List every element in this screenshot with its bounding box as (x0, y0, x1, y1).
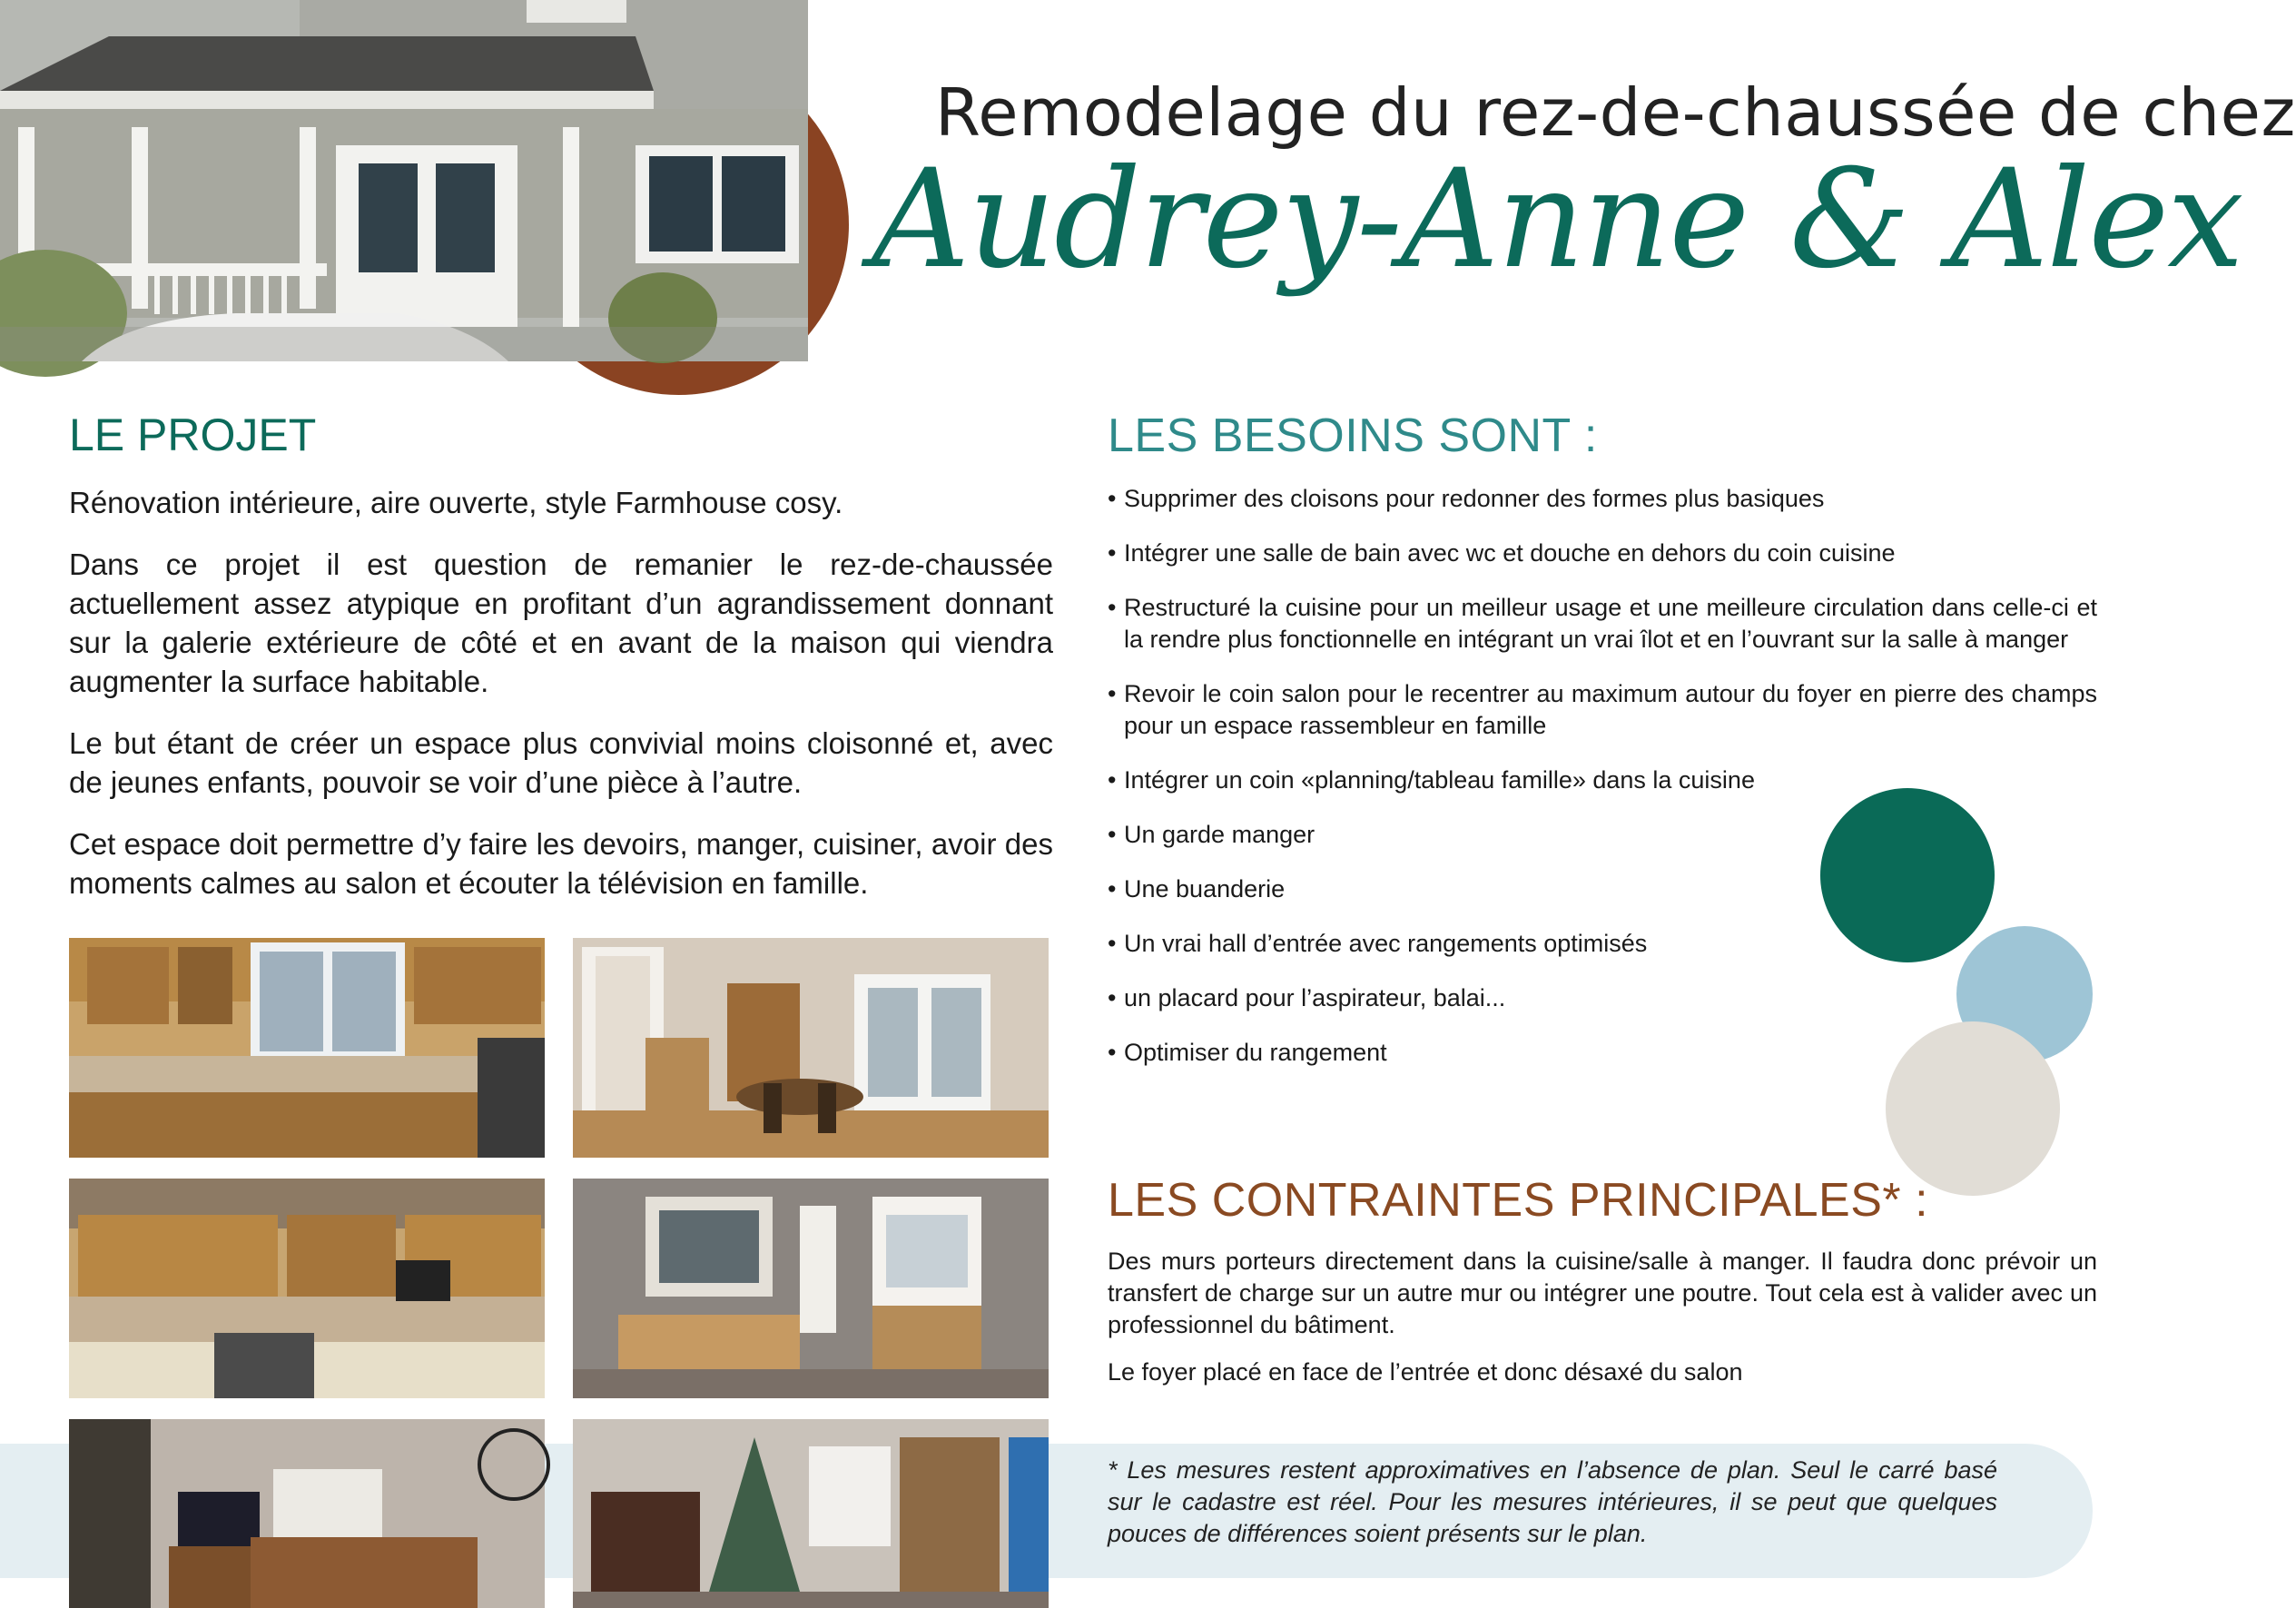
living-area-photo (573, 1179, 1049, 1398)
contraintes-paragraph-1: Des murs porteurs directement dans la cuisine/salle à manger. Il faudra donc prévoir un transfert de charge sur un autre mur ou intégrer une poutre. Tout cela est à valider avec un professionnel du bâtiment. (1108, 1248, 2097, 1338)
kitchen-photo-1 (69, 938, 545, 1158)
besoin-item: • Restructuré la cuisine pour un meilleur usage et une meilleure circulation dans celle-ci et la rendre plus fonctionnelle en intégrant un vrai îlot et en l’ouvrant sur la salle à manger (1108, 592, 2097, 656)
contraintes-paragraph-2: Le foyer placé en face de l’entrée et donc désaxé du salon (1108, 1358, 1743, 1386)
projet-paragraph-1: Rénovation intérieure, aire ouverte, style Farmhouse cosy. (69, 486, 843, 519)
kitchen-photo-2 (69, 1179, 545, 1398)
besoin-item: • un placard pour l’aspirateur, balai... (1108, 982, 2097, 1014)
dining-room-photo (573, 938, 1049, 1158)
contraintes-heading: LES CONTRAINTES PRINCIPALES* : (1108, 1174, 1929, 1227)
footnote-text: * Les mesures restent approximatives en l’absence de plan. Seul le carré basé sur le cadastre est réel. Pour les mesures intérieures, il se peut que quelques pouces de différences soient présents sur le plan. (1108, 1456, 1997, 1547)
projet-paragraph-2: Dans ce projet il est question de remanier le rez-de-chaussée actuellement assez atypique en profitant d’un agrandissement donnant sur la galerie extérieure de côté et en avant de la maison qui viendra augmenter la surface habitable. (69, 548, 1053, 698)
house-exterior-photo (0, 0, 808, 361)
projet-heading: LE PROJET (69, 409, 317, 460)
title-line-1: Remodelage du rez-de-chaussée de chez (935, 74, 2296, 151)
beige-circle-decoration (1886, 1021, 2060, 1196)
besoins-heading: LES BESOINS SONT : (1108, 409, 1598, 462)
besoin-item: • Supprimer des cloisons pour redonner des formes plus basiques (1108, 483, 2097, 515)
besoin-item: • Intégrer un coin «planning/tableau famille» dans la cuisine (1108, 765, 1814, 796)
besoin-item: • Optimiser du rangement (1108, 1037, 2097, 1069)
title-names-script: Audrey-Anne & Alex (872, 141, 2242, 299)
besoins-list (1108, 483, 2097, 1069)
besoin-item: • Revoir le coin salon pour le recentrer au maximum autour du foyer en pierre des champs pour un espace rassembleur en famille (1108, 678, 2097, 742)
green-circle-decoration (1820, 788, 1995, 962)
besoin-item: • Un vrai hall d’entrée avec rangements optimisés (1108, 928, 2097, 960)
projet-paragraph-3: Le but étant de créer un espace plus convivial moins cloisonné et, avec de jeunes enfants, pouvoir se voir d’une pièce à l’autre. (69, 726, 1053, 799)
projet-paragraph-4: Cet espace doit permettre d’y faire les devoirs, manger, cuisiner, avoir des moments calmes au salon et écouter la télévision en famille. (69, 827, 1053, 900)
besoin-item: • Intégrer une salle de bain avec wc et douche en dehors du coin cuisine (1108, 538, 2097, 569)
besoin-item: • Une buanderie (1108, 873, 2097, 905)
besoin-item: • Un garde manger (1108, 819, 2097, 851)
